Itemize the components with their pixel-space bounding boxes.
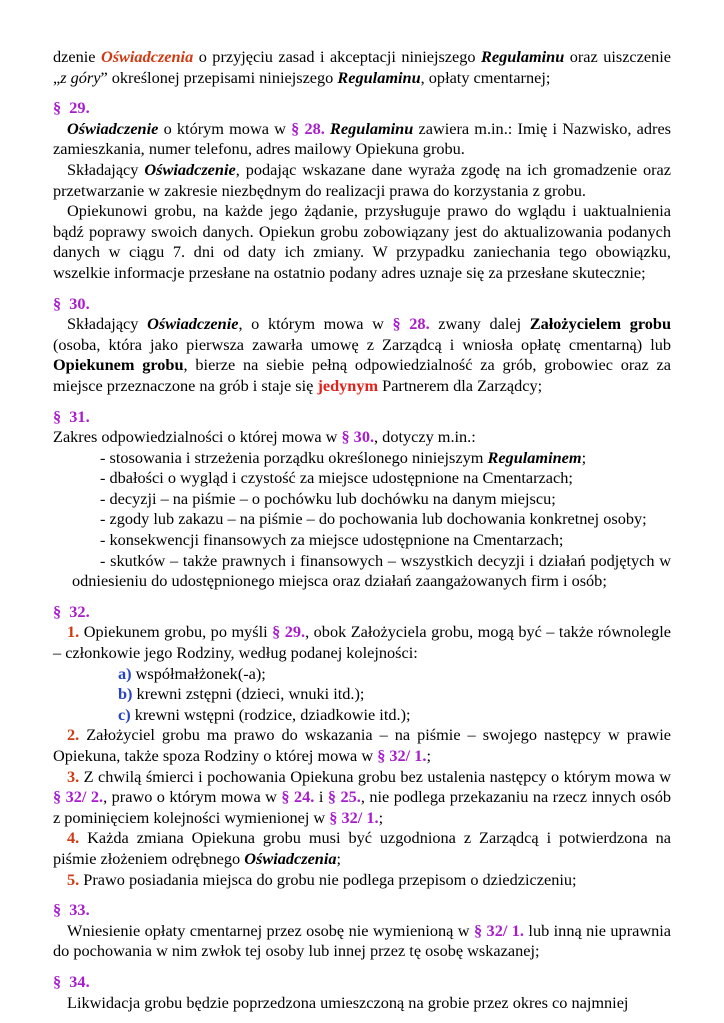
text-segment: ” określonej przepisami niniejszego bbox=[100, 67, 338, 87]
text-segment: c) bbox=[118, 704, 131, 724]
text-segment: , dotyczy m.in.: bbox=[374, 427, 476, 447]
text-segment: , o którym mowa w bbox=[238, 314, 393, 334]
text-segment: i bbox=[314, 787, 328, 807]
text-segment: 2. bbox=[67, 725, 80, 745]
text-segment: Składający bbox=[67, 314, 148, 334]
para-continuation-par-28 bbox=[53, 47, 671, 88]
text-segment: 4. bbox=[67, 828, 80, 848]
text-segment: Partnerem dla Zarządcy; bbox=[378, 375, 543, 395]
par-32-item-1b bbox=[53, 684, 671, 705]
heading-par-29: § 29. bbox=[53, 98, 90, 118]
text-segment: § 32/ 1. bbox=[329, 807, 379, 827]
text-segment: § 32/ 1. bbox=[377, 746, 427, 765]
text-segment: § 25. bbox=[327, 787, 361, 807]
text-segment: zwany dalej bbox=[429, 314, 530, 334]
heading-par-34: § 34. bbox=[53, 971, 90, 991]
par-34-body bbox=[53, 993, 671, 1014]
par-31-list-item bbox=[53, 468, 671, 489]
par-32-item-1 bbox=[53, 622, 671, 663]
par-32-item-1c bbox=[53, 705, 671, 726]
text-segment: jedynym bbox=[317, 375, 379, 395]
text-segment: ; bbox=[336, 848, 342, 868]
text-segment: a) bbox=[118, 663, 132, 683]
text-segment: - stosowania i strzeżenia porządku określonego niniejszym bbox=[100, 447, 488, 467]
text-segment: § 28. bbox=[392, 314, 430, 334]
text-segment: ; bbox=[581, 447, 587, 467]
text-segment: dzenie bbox=[53, 47, 101, 66]
text-segment: , nie podlega przekazaniu na rzecz innych osób z pominięciem kolejności wymienionej w bbox=[53, 787, 672, 827]
par-32-item-5 bbox=[53, 870, 671, 891]
text-segment: - konsekwencji finansowych za miejsce udostępnione na Cmentarzach; bbox=[100, 530, 564, 550]
text-segment: Regulaminu bbox=[337, 67, 421, 87]
par-29-body-2 bbox=[53, 160, 671, 201]
text-segment: Regulaminu bbox=[481, 47, 565, 66]
text-segment: § 32/ 1. bbox=[473, 920, 524, 940]
par-31-list-item bbox=[53, 489, 671, 510]
par-33-body bbox=[53, 921, 671, 962]
text-segment: 3. bbox=[67, 766, 80, 786]
par-31-list-item bbox=[53, 509, 671, 530]
text-segment: Oświadczenie bbox=[144, 159, 236, 179]
par-32-item-4 bbox=[53, 828, 671, 869]
text-segment: , podając wskazane dane wyraża zgodę na ich gromadzenie oraz przetwarzanie w zakresie niezbędnym do realizacji prawa do korzystania z grobu. bbox=[53, 159, 671, 200]
text-segment: - dbałości o wygląd i czystość za miejsce udostępnione na Cmentarzach; bbox=[100, 468, 573, 488]
text-segment: § 30. bbox=[341, 427, 375, 447]
text-segment: 5. bbox=[67, 869, 80, 889]
par-32-item-1a bbox=[53, 664, 671, 685]
text-segment: Oświadczenia bbox=[100, 47, 194, 66]
text-segment: - zgody lub zakazu – na piśmie – do pochowania lub dochowania konkretnej osoby; bbox=[100, 509, 647, 529]
text-segment: Z chwilą śmierci i pochowania Opiekuna grobu bez ustalenia następcy o którym mowa w bbox=[79, 766, 671, 786]
text-segment: zawiera m.in.: Imię i Nazwisko, adres zamieszkania, numer telefonu, adres mailowy Opiekuna grobu. bbox=[53, 118, 672, 159]
text-segment: - skutków – także prawnych i finansowych – wszystkich decyzji i działań podjętych w odniesieniu do udostępnionego miejsca oraz działań zaangażowanych firm i osób; bbox=[72, 550, 671, 591]
text-segment: Prawo posiadania miejsca do grobu nie podlega przepisom o dziedziczeniu; bbox=[79, 869, 577, 889]
text-segment: krewni wstępni (rodzice, dziadkowie itd.); bbox=[130, 704, 411, 724]
par-29-body-1 bbox=[53, 119, 671, 160]
text-segment: Regulaminem bbox=[487, 447, 582, 467]
text-segment: krewni zstępni (dzieci, wnuki itd.); bbox=[132, 684, 365, 704]
text-segment: § 28. bbox=[291, 118, 325, 138]
par-31-list-item bbox=[53, 448, 671, 469]
text-segment: Opiekunem grobu bbox=[53, 355, 184, 375]
heading-par-33: § 33. bbox=[53, 900, 90, 920]
text-segment: z góry bbox=[60, 67, 101, 87]
par-29-body-3 bbox=[53, 201, 671, 283]
text-segment: Opiekunowi grobu, na każde jego żądanie, przysługuje prawo do wglądu i uaktualnienia bądź poprawy swoich danych. Opiekun grobu zobowiązany jest do aktualizowania podanych danych w ciągu 7. dni od daty ich zmiany. W przypadku zaniechania tego obowiązku, wszelkie informacje przesłane na ostatnio podany adres uznaje się za przesłane skutecznie; bbox=[53, 201, 671, 282]
text-segment: Oświadczenie bbox=[147, 314, 239, 334]
text-segment: Oświadczenia bbox=[244, 848, 337, 868]
par-30-body bbox=[53, 314, 671, 396]
text-segment: Oświadczenie bbox=[67, 118, 159, 138]
heading-par-31: § 31. bbox=[53, 406, 90, 426]
text-segment: ; bbox=[426, 746, 432, 765]
text-segment: § 24. bbox=[281, 787, 315, 807]
text-segment: współmałżonek(-a); bbox=[131, 663, 266, 683]
text-segment: Wniesienie opłaty cmentarnej przez osobę nie wymienioną w bbox=[67, 920, 474, 940]
par-31-intro bbox=[53, 427, 671, 448]
text-segment: (osoba, która jako pierwsza zawarła umowę z Zarządcą i wniosła opłatę cmentarną) lub bbox=[53, 334, 671, 354]
par-32-item-3 bbox=[53, 767, 671, 829]
text-segment: , opłaty cmentarnej; bbox=[420, 67, 551, 87]
text-segment: Opiekunem grobu, po myśli bbox=[79, 622, 273, 642]
text-segment: Zakres odpowiedzialności o której mowa w bbox=[53, 427, 342, 447]
text-segment: § 29. bbox=[272, 622, 306, 642]
text-segment: , bierze na siebie pełną odpowiedzialność za grób, grobowiec oraz za miejsce przeznaczone na grób i staje się bbox=[53, 355, 671, 395]
text-segment: Założyciel grobu ma prawo do wskazania – na piśmie – swojego następcy w prawie Opiekuna, także spoza Rodziny o której mowa w bbox=[53, 725, 671, 765]
text-segment: 1. bbox=[67, 622, 80, 642]
text-segment: Regulaminu bbox=[330, 118, 414, 138]
text-segment: o przyjęciu zasad i akceptacji niniejszego bbox=[193, 47, 482, 66]
text-segment: Składający bbox=[67, 159, 145, 179]
text-segment: Każda zmiana Opiekuna grobu musi być uzgodniona z Zarządcą i potwierdzona na piśmie złożeniem odrębnego bbox=[53, 828, 671, 868]
text-segment: o którym mowa w bbox=[158, 118, 292, 138]
par-31-list-item bbox=[53, 551, 671, 592]
text-segment: § 32/ 2. bbox=[53, 787, 104, 807]
text-segment: , obok Założyciela grobu, mogą być – także równolegle – członkowie jego Rodziny, według podanej kolejności: bbox=[53, 622, 671, 663]
text-segment: - decyzji – na piśmie – o pochówku lub dochówku na danym miejscu; bbox=[100, 488, 556, 508]
text-segment: Założycielem grobu bbox=[529, 314, 672, 334]
text-segment: b) bbox=[118, 684, 133, 704]
text-segment: ; bbox=[378, 807, 384, 827]
text-segment: lub inną nie uprawnia do pochowania w nim zwłok tej osoby lub innej przez tę osobę wskazanej; bbox=[53, 920, 671, 961]
heading-par-30: § 30. bbox=[53, 293, 90, 313]
text-segment: oraz uiszczenie „ bbox=[53, 47, 672, 87]
text-segment: Likwidacja grobu będzie poprzedzona umieszczoną na grobie przez okres co najmniej bbox=[67, 992, 629, 1012]
text-segment: , prawo o którym mowa w bbox=[103, 787, 282, 807]
par-32-item-2 bbox=[53, 725, 671, 766]
par-31-list-item bbox=[53, 530, 671, 551]
heading-par-32: § 32. bbox=[53, 601, 90, 621]
